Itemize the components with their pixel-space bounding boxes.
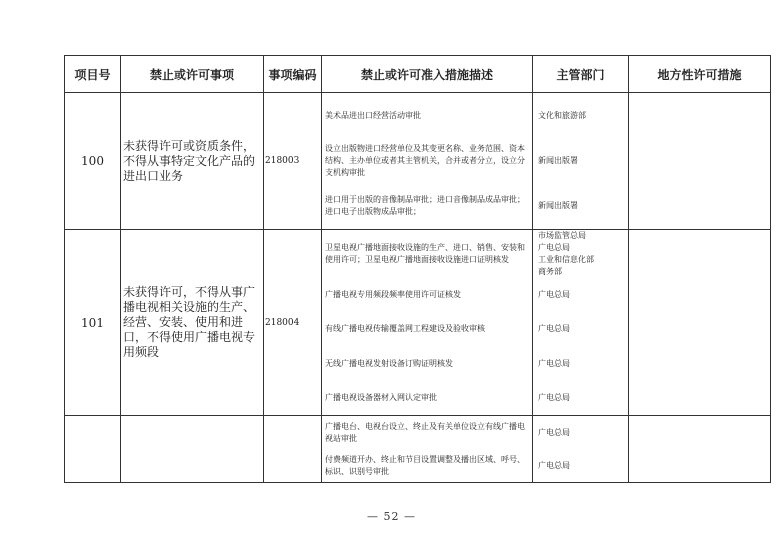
department: 新闻出版署: [538, 201, 578, 211]
department: 广电总局: [538, 324, 570, 334]
department: 广电总局: [538, 460, 570, 470]
header-item-name: 禁止或许可事项: [121, 56, 264, 93]
measure-description: 有线广播电视传输覆盖网工程建设及验收审核: [325, 324, 485, 334]
header-local-measures: 地方性许可措施: [629, 56, 771, 93]
item-code: 218004: [264, 230, 322, 416]
table-row: [65, 230, 771, 416]
department: 广电总局: [538, 427, 570, 437]
departments: [533, 93, 629, 230]
measure-descriptions: [322, 230, 533, 416]
item-name: [121, 416, 264, 483]
measure-description: 进口用于出版的音像制品审批；进口音像制品成品审批；进口电子出版物成品审批；: [325, 195, 525, 217]
measure-description: 广播电视专用频段频率使用许可证核发: [325, 290, 461, 300]
item-name: 未获得许可，不得从事广播电视相关设施的生产、经营、安装、使用和进口，不得使用广播电视专用频段: [121, 230, 264, 416]
department: 文化和旅游部: [538, 110, 586, 120]
measure-description: 广播电台、电视台设立、终止及有关单位设立有线广播电视站审批: [325, 421, 525, 443]
department: 广电总局: [538, 358, 570, 368]
header-row: [65, 56, 771, 93]
page-number: — 52 —: [367, 510, 416, 523]
local-measure-cell: [629, 230, 771, 416]
table-row: [65, 416, 771, 483]
departments: [533, 416, 629, 483]
departments: [533, 230, 629, 416]
department: 广电总局: [538, 290, 570, 300]
measure-description: 无线广播电视发射设备订购证明核发: [325, 358, 453, 368]
measure-description: 卫星电视广播地面接收设施的生产、进口、销售、安装和使用许可；卫星电视广播地面接收设施进口证明核发: [325, 242, 525, 264]
department: 商务部: [538, 267, 562, 276]
header-department: 主管部门: [533, 56, 629, 93]
local-measure-cell: [629, 93, 771, 230]
permit-table: [64, 55, 771, 483]
department-list: [533, 230, 628, 278]
item-number: 101: [65, 230, 121, 416]
department: 工业和信息化部: [538, 255, 594, 264]
item-name: 未获得许可或资质条件，不得从事特定文化产品的进出口业务: [121, 93, 264, 230]
measure-descriptions: [322, 93, 533, 230]
department: 市场监管总局: [538, 231, 586, 240]
measure-description: 广播电视设备器材入网认定审批: [325, 392, 437, 402]
department: 广电总局: [538, 392, 570, 402]
measure-description: 美术品进出口经营活动审批: [325, 110, 421, 120]
measure-descriptions: [322, 416, 533, 483]
department: 广电总局: [538, 243, 570, 252]
item-number: 100: [65, 93, 121, 230]
item-code: [264, 416, 322, 483]
measure-description: 设立出版物进口经营单位及其变更名称、业务范围、资本结构、主办单位或者其主管机关，合并或者分立，设立分支机构审批: [325, 143, 525, 177]
header-measure-description: 禁止或许可准入措施描述: [322, 56, 533, 93]
table-row: [65, 93, 771, 230]
item-number: [65, 416, 121, 483]
header-item-code: 事项编码: [264, 56, 322, 93]
header-item-number: 项目号: [65, 56, 121, 93]
local-measure-cell: [629, 416, 771, 483]
measure-description: 付费频道开办、终止和节目设置调整及播出区域、呼号、标识、识别号审批: [325, 454, 525, 476]
department: 新闻出版署: [538, 155, 578, 165]
item-code: 218003: [264, 93, 322, 230]
